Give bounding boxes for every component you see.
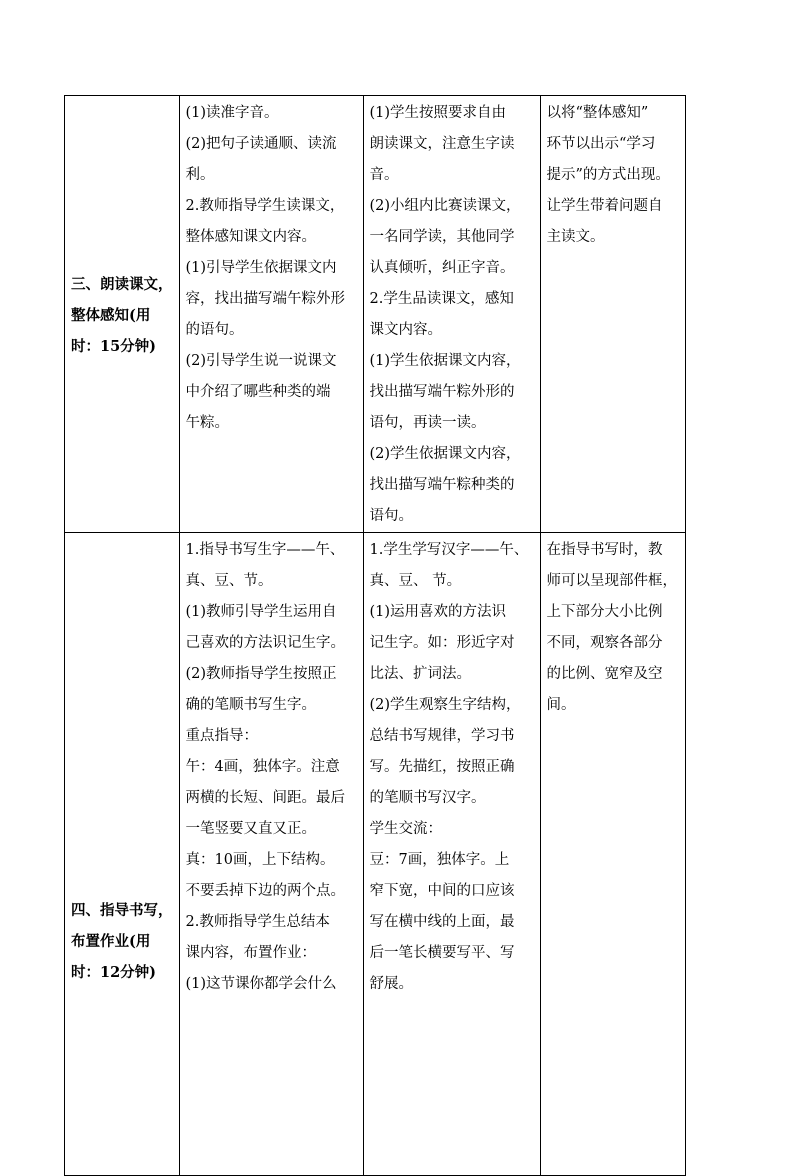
text-line: 总结书写规律，学习书 xyxy=(369,728,515,744)
text-line: 的笔顺书写汉字。 xyxy=(369,790,486,806)
text-line: 朗读课文，注意生字读 xyxy=(369,136,515,152)
text-line: 午粽。 xyxy=(185,415,229,431)
text-line: 在指导书写时，教 xyxy=(546,542,663,558)
text-line: (2)教师指导学生按照正 xyxy=(185,666,337,682)
text-line: 两横的长短、间距。最后 xyxy=(185,790,345,806)
text-line: (2)学生观察生字结构， xyxy=(369,697,521,713)
text-line: 2.教师指导学生总结本 xyxy=(185,914,330,930)
text-line: 不要丢掉下边的两个点。 xyxy=(185,883,345,899)
text-line: 环节以出示“学习 xyxy=(546,136,656,152)
text-line: (1)这节课你都学会什么 xyxy=(185,976,337,992)
student-activity-cell xyxy=(363,533,540,1176)
text-line: 一名同学读，其他同学 xyxy=(369,229,515,245)
text-line: 窄下宽，中间的口应该 xyxy=(369,883,515,899)
text-line: 认真倾听，纠正字音。 xyxy=(369,260,515,276)
text-line: 重点指导： xyxy=(185,728,258,744)
stage-line: 整体感知(用 xyxy=(71,306,151,324)
stage-line: 时：12分钟) xyxy=(71,964,157,981)
text-line: 舒展。 xyxy=(369,976,413,992)
text-line: 1.指导书写生字——午、 xyxy=(185,542,345,558)
text-line: 真、豆、节。 xyxy=(185,573,273,589)
text-line: 间。 xyxy=(546,697,576,713)
text-line: (2)小组内比赛读课文， xyxy=(369,198,521,214)
design-note-cell xyxy=(540,533,685,1176)
text-line: 利。 xyxy=(185,167,215,183)
text-line: (1)引导学生依据课文内 xyxy=(185,260,337,276)
text-line: 课文内容。 xyxy=(369,322,442,338)
table-row xyxy=(65,533,686,1176)
text-line: 让学生带着问题自 xyxy=(546,198,663,214)
stage-line: 布置作业(用 xyxy=(71,933,151,950)
text-line: (2)把句子读通顺、读流 xyxy=(185,136,337,152)
text-line: 主读文。 xyxy=(546,229,605,245)
text-line: 记生字。如：形近字对 xyxy=(369,635,515,651)
teacher-activity-cell xyxy=(179,533,363,1176)
stage-cell xyxy=(65,96,180,533)
text-line: 提示”的方式出现。 xyxy=(546,167,670,183)
text-line: 1.学生学写汉字——午、 xyxy=(369,542,529,558)
text-line: 己喜欢的方法识记生字。 xyxy=(185,635,345,651)
text-line: 中介绍了哪些种类的端 xyxy=(185,384,331,400)
text-line: 真、豆、 节。 xyxy=(369,573,462,589)
text-line: 以将“整体感知” xyxy=(546,105,649,121)
text-line: (1)学生按照要求自由 xyxy=(369,105,507,121)
text-line: (1)学生依据课文内容， xyxy=(369,353,521,369)
text-line: 豆：7画，独体字。上 xyxy=(369,852,510,868)
teacher-activity-cell xyxy=(179,96,363,533)
text-line: 2.教师指导学生读课文， xyxy=(185,198,345,214)
lesson-plan-table xyxy=(64,95,686,1176)
text-line: (1)教师引导学生运用自 xyxy=(185,604,337,620)
text-line: 午：4画，独体字。注意 xyxy=(185,759,340,775)
text-line: 学生交流： xyxy=(369,821,442,837)
text-line: 确的笔顺书写生字。 xyxy=(185,697,316,713)
text-line: 比法、扩词法。 xyxy=(369,666,471,682)
stage-line: 四、指导书写， xyxy=(71,902,173,919)
text-line: 后一笔长横要写平、写 xyxy=(369,945,515,961)
text-line: (1)读准字音。 xyxy=(185,105,279,121)
text-line: 写在横中线的上面，最 xyxy=(369,914,515,930)
stage-cell xyxy=(65,533,180,1176)
text-line: 一笔竖要又直又正。 xyxy=(185,821,316,837)
text-line: 上下部分大小比例 xyxy=(546,604,663,620)
text-line: 找出描写端午粽外形的 xyxy=(369,384,515,400)
stage-line: 时：15分钟) xyxy=(71,337,157,355)
table-row xyxy=(65,96,686,533)
text-line: 语句。 xyxy=(369,508,413,524)
text-line: 师可以呈现部件框， xyxy=(546,573,677,589)
text-line: 写。先描红，按照正确 xyxy=(369,759,515,775)
design-note-cell xyxy=(540,96,685,533)
text-line: (2)学生依据课文内容， xyxy=(369,446,521,462)
text-line: 课内容，布置作业： xyxy=(185,945,316,961)
text-line: 容，找出描写端午粽外形 xyxy=(185,291,345,307)
stage-line: 三、朗读课文， xyxy=(71,275,173,293)
text-line: 语句，再读一读。 xyxy=(369,415,486,431)
text-line: 音。 xyxy=(369,167,399,183)
text-line: 找出描写端午粽种类的 xyxy=(369,477,515,493)
text-line: 真：10画，上下结构。 xyxy=(185,852,335,868)
text-line: 的语句。 xyxy=(185,322,244,338)
text-line: 整体感知课文内容。 xyxy=(185,229,316,245)
text-line: 不同，观察各部分 xyxy=(546,635,663,651)
text-line: (2)引导学生说一说课文 xyxy=(185,353,337,369)
text-line: 的比例、宽窄及空 xyxy=(546,666,663,682)
text-line: 2.学生品读课文，感知 xyxy=(369,291,514,307)
student-activity-cell xyxy=(363,96,540,533)
text-line: (1)运用喜欢的方法识 xyxy=(369,604,507,620)
